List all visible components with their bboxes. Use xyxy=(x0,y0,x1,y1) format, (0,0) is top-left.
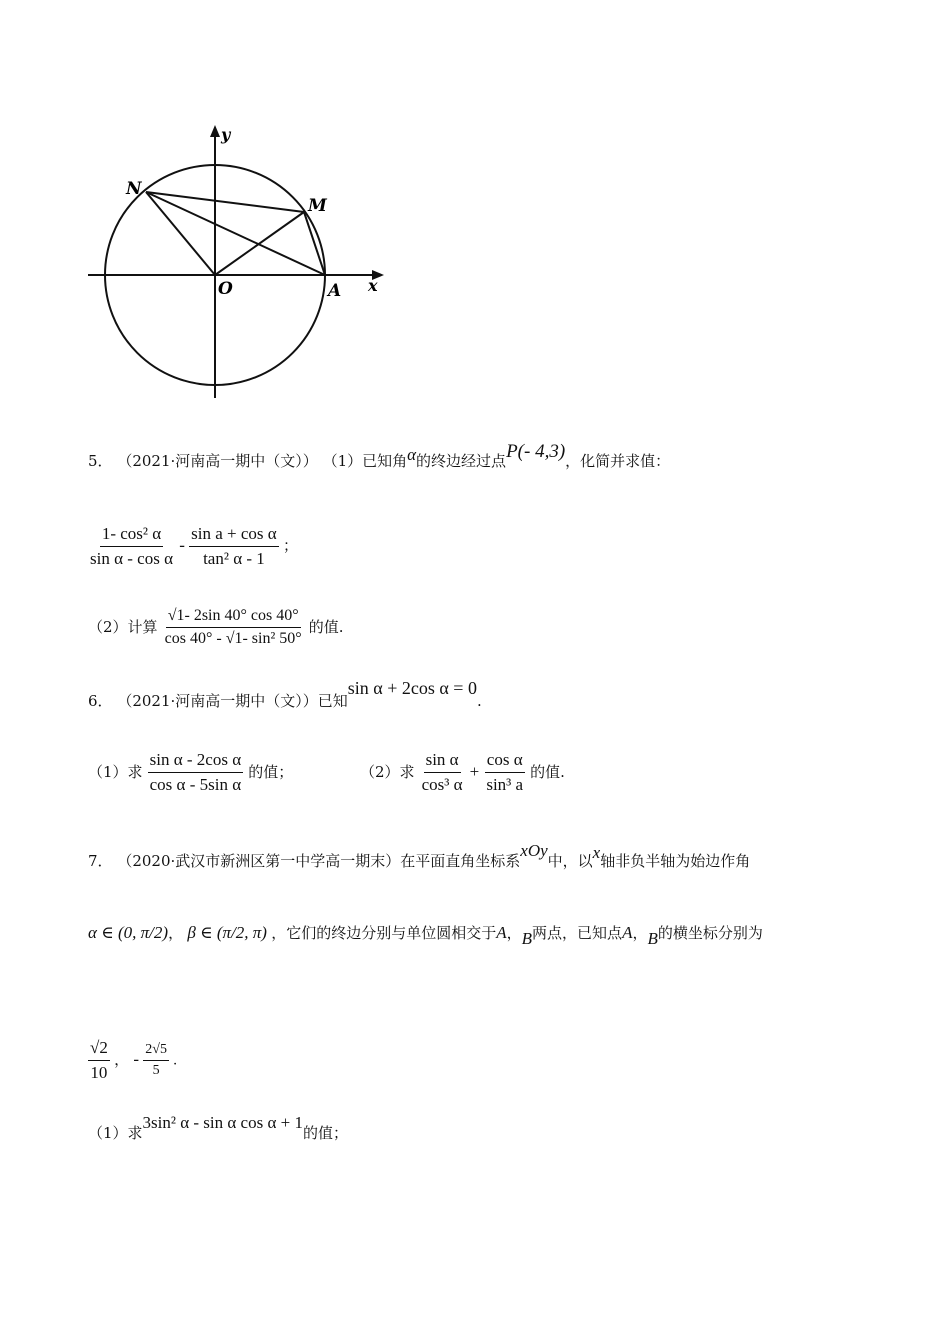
q7-line2-text3: 的横坐标分别为 xyxy=(657,926,763,942)
q5-part1-prefix: （1）已知角 xyxy=(322,452,408,470)
q7-alpha-range: α ∈ (0, π/2) xyxy=(88,923,169,942)
q5-expression xyxy=(88,524,298,569)
q5-expr2-num: sin a + cos α xyxy=(189,524,279,547)
label-O: O xyxy=(218,279,233,299)
q7-p1-expr: 3sin² α - sin α cos α + 1 xyxy=(142,1113,303,1132)
q5-part1-mid: 的终边经过点 xyxy=(416,452,507,470)
q7-xoy: xOy xyxy=(520,841,548,860)
q7-A-2: A xyxy=(622,923,633,942)
q7-mid2: 轴非负半轴为始边作角 xyxy=(600,852,751,870)
q7-val1 xyxy=(88,1038,110,1083)
q7-val2-sign: - xyxy=(133,1049,140,1069)
q5-line1 xyxy=(88,441,671,472)
q6-p2-fraction-1 xyxy=(420,750,465,795)
q7-A: A xyxy=(496,923,507,942)
q6-period: . xyxy=(476,692,482,710)
label-N: N xyxy=(126,179,142,199)
q7-part1 xyxy=(88,1113,348,1143)
minus-sign: - xyxy=(179,535,185,555)
q7-number: 7． xyxy=(88,852,113,870)
q6-condition: sin α + 2cos α = 0 xyxy=(347,678,477,698)
unit-circle-figure xyxy=(80,120,400,410)
q5-fraction-2 xyxy=(189,524,279,569)
q6-p2-prefix: （2）求 xyxy=(360,763,415,781)
q5-part1-suffix: ，化简并求值： xyxy=(565,452,671,470)
q6-source: （2021·河南高一期中（文））已知 xyxy=(117,692,348,710)
y-axis-arrow xyxy=(210,125,220,137)
q6-part2 xyxy=(360,750,565,795)
q6-line1 xyxy=(88,678,482,711)
segment-ON xyxy=(146,192,215,275)
q6-p2-suffix: 的值. xyxy=(530,763,565,781)
q6-p1-suffix: 的值； xyxy=(248,763,294,781)
q6-p2-den1: cos³ α xyxy=(421,775,463,794)
q6-p1-prefix: （1）求 xyxy=(88,763,143,781)
q5-part2 xyxy=(88,607,344,648)
q7-val-sep: ， xyxy=(114,1052,130,1069)
segment-OM xyxy=(215,212,304,275)
q5-number: 5． xyxy=(88,452,113,470)
plus-sign: + xyxy=(469,762,480,781)
q5-part2-suffix: 的值. xyxy=(308,618,344,636)
q7-values xyxy=(88,1038,177,1083)
q7-beta-range: β ∈ (π/2, π) xyxy=(187,923,267,942)
q5-alpha: α xyxy=(407,445,417,464)
q5-expr1-num: 1- cos² α xyxy=(100,524,163,547)
label-M: M xyxy=(308,196,327,216)
q7-line1 xyxy=(88,841,751,871)
q5-calc-num: √1- 2sin 40° cos 40° xyxy=(166,607,301,628)
q5-part2-prefix: （2）计算 xyxy=(88,618,158,636)
q7-end-period: . xyxy=(173,1052,177,1069)
q7-sep: ， xyxy=(168,926,184,942)
q6-part1 xyxy=(88,750,293,795)
q5-source: （2021·河南高一期中（文）） xyxy=(117,452,318,470)
q5-fraction-1 xyxy=(88,524,175,569)
q7-line2-text1: ，它们的终边分别与单位圆相交于 xyxy=(271,926,497,942)
q5-calc-fraction xyxy=(163,607,304,648)
q7-val2-den: 5 xyxy=(152,1063,160,1078)
q6-p1-fraction xyxy=(148,750,243,795)
q5-expr-end: ； xyxy=(282,538,298,555)
q6-p2-den2: sin³ a xyxy=(486,775,524,794)
q7-p1-prefix: （1）求 xyxy=(88,1124,143,1142)
q7-B: B xyxy=(521,929,533,948)
label-y: y xyxy=(221,125,231,144)
q7-x: x xyxy=(592,843,601,862)
q6-p2-num1: sin α xyxy=(424,750,461,773)
q6-p2-num2: cos α xyxy=(485,750,525,773)
q7-val1-num: √2 xyxy=(88,1038,110,1061)
q7-val2 xyxy=(143,1042,169,1079)
q7-mid1: 中，以 xyxy=(547,852,593,870)
label-x: x xyxy=(368,276,378,295)
q7-comma-2: ， xyxy=(632,926,648,942)
q6-p2-fraction-2 xyxy=(484,750,525,795)
q5-expr2-den: tan² α - 1 xyxy=(203,549,265,568)
q6-p1-num: sin α - 2cos α xyxy=(148,750,243,773)
q7-B-2: B xyxy=(647,929,658,948)
q6-p1-den: cos α - 5sin α xyxy=(149,775,242,794)
q7-comma: ， xyxy=(506,926,522,942)
q7-line2 xyxy=(88,922,763,948)
q7-val1-den: 10 xyxy=(90,1063,108,1082)
q7-p1-suffix: 的值； xyxy=(302,1124,348,1142)
q5-point: P(- 4,3) xyxy=(506,441,566,462)
q5-calc-den: cos 40° - √1- sin² 50° xyxy=(164,630,302,647)
q7-line2-text2: 两点，已知点 xyxy=(532,926,623,942)
label-A: A xyxy=(328,281,342,301)
q7-val2-num: 2√5 xyxy=(143,1042,169,1061)
q6-number: 6． xyxy=(88,692,113,710)
q7-source: （2020·武汉市新洲区第一中学高一期末）在平面直角坐标系 xyxy=(117,852,521,870)
q5-expr1-den: sin α - cos α xyxy=(90,549,173,568)
segment-MA xyxy=(304,212,325,275)
